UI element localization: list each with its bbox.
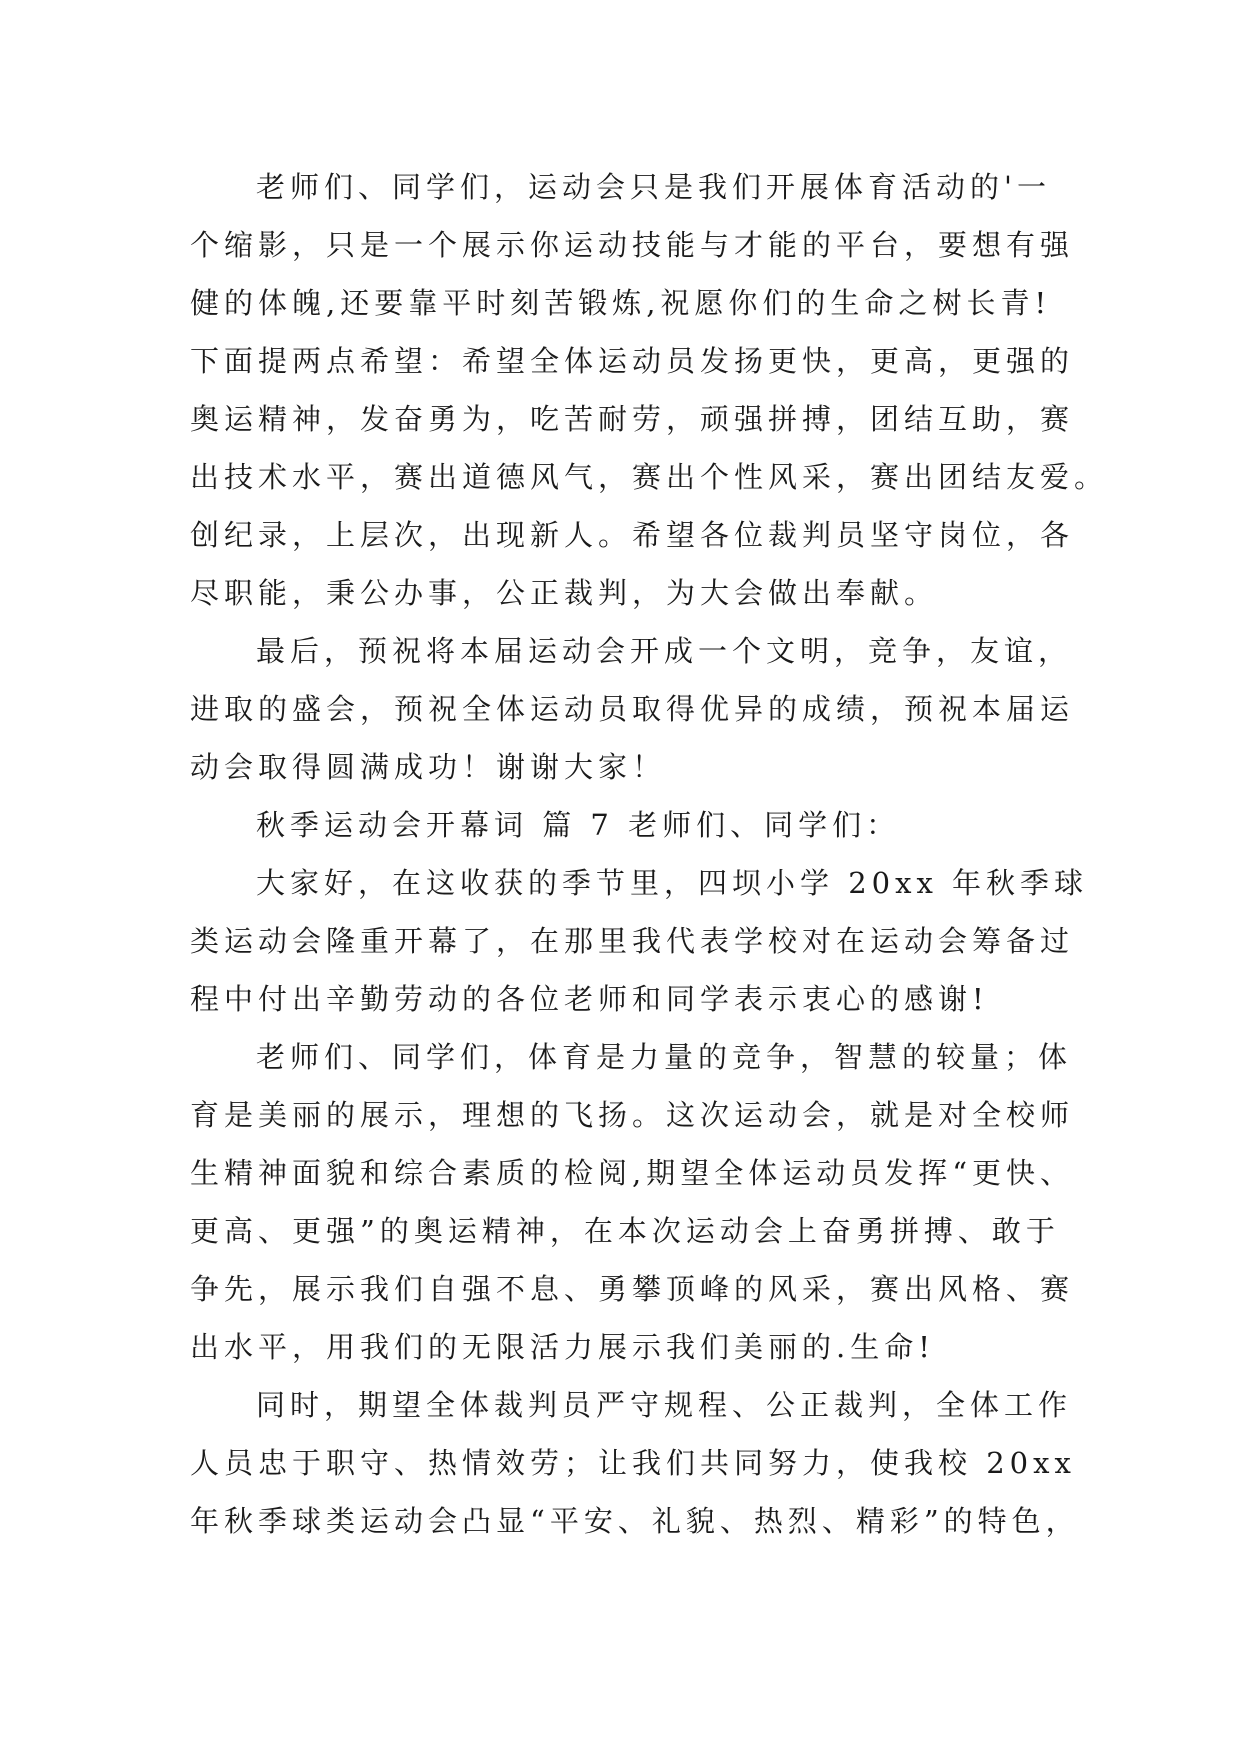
text-line: 奥运精神，发奋勇为，吃苦耐劳，顽强拼搏，团结互助，赛 — [190, 402, 1075, 436]
text-line: 同时，期望全体裁判员严守规程、公正裁判，全体工作 — [256, 1388, 1073, 1422]
text-line: 出技术水平，赛出道德风气，赛出个性风采，赛出团结友爱。 — [190, 460, 1109, 494]
text-line: 进取的盛会，预祝全体运动员取得优异的成绩，预祝本届运 — [190, 692, 1075, 726]
text-line: 出水平，用我们的无限活力展示我们美丽的.生命! — [190, 1330, 935, 1364]
document-body — [190, 158, 1109, 1550]
text-line: 尽职能，秉公办事，公正裁判，为大会做出奉献。 — [190, 576, 939, 610]
text-line: 程中付出辛勤劳动的各位老师和同学表示衷心的感谢! — [190, 982, 989, 1016]
text-line: 最后，预祝将本届运动会开成一个文明，竞争，友谊， — [256, 634, 1073, 668]
text-line: 下面提两点希望：希望全体运动员发扬更快，更高，更强的 — [190, 344, 1075, 378]
text-line: 老师们、同学们，体育是力量的竞争，智慧的较量；体 — [256, 1040, 1073, 1074]
text-line: 大家好，在这收获的季节里，四坝小学 20xx 年秋季球 — [256, 866, 1089, 900]
text-line: 老师们、同学们，运动会只是我们开展体育活动的'一 — [256, 170, 1051, 204]
text-line: 创纪录，上层次，出现新人。希望各位裁判员坚守岗位，各 — [190, 518, 1075, 552]
text-line: 健的体魄,还要靠平时刻苦锻炼,祝愿你们的生命之树长青! — [190, 286, 1052, 320]
text-line: 个缩影，只是一个展示你运动技能与才能的平台，要想有强 — [190, 228, 1075, 262]
text-line: 类运动会隆重开幕了，在那里我代表学校对在运动会筹备过 — [190, 924, 1075, 958]
text-line: 争先，展示我们自强不息、勇攀顶峰的风采，赛出风格、赛 — [190, 1272, 1075, 1306]
text-line: 秋季运动会开幕词 篇 7 老师们、同学们： — [256, 808, 901, 842]
text-line: 生精神面貌和综合素质的检阅,期望全体运动员发挥“更快、 — [190, 1156, 1075, 1190]
text-line: 更高、更强”的奥运精神，在本次运动会上奋勇拼搏、敢于 — [190, 1214, 1060, 1248]
text-line: 动会取得圆满成功！谢谢大家！ — [190, 750, 667, 784]
text-line: 育是美丽的展示，理想的飞扬。这次运动会，就是对全校师 — [190, 1098, 1075, 1132]
text-line: 年秋季球类运动会凸显“平安、礼貌、热烈、精彩”的特色， — [190, 1504, 1080, 1538]
text-line: 人员忠于职守、热情效劳；让我们共同努力，使我校 20xx — [190, 1446, 1076, 1480]
